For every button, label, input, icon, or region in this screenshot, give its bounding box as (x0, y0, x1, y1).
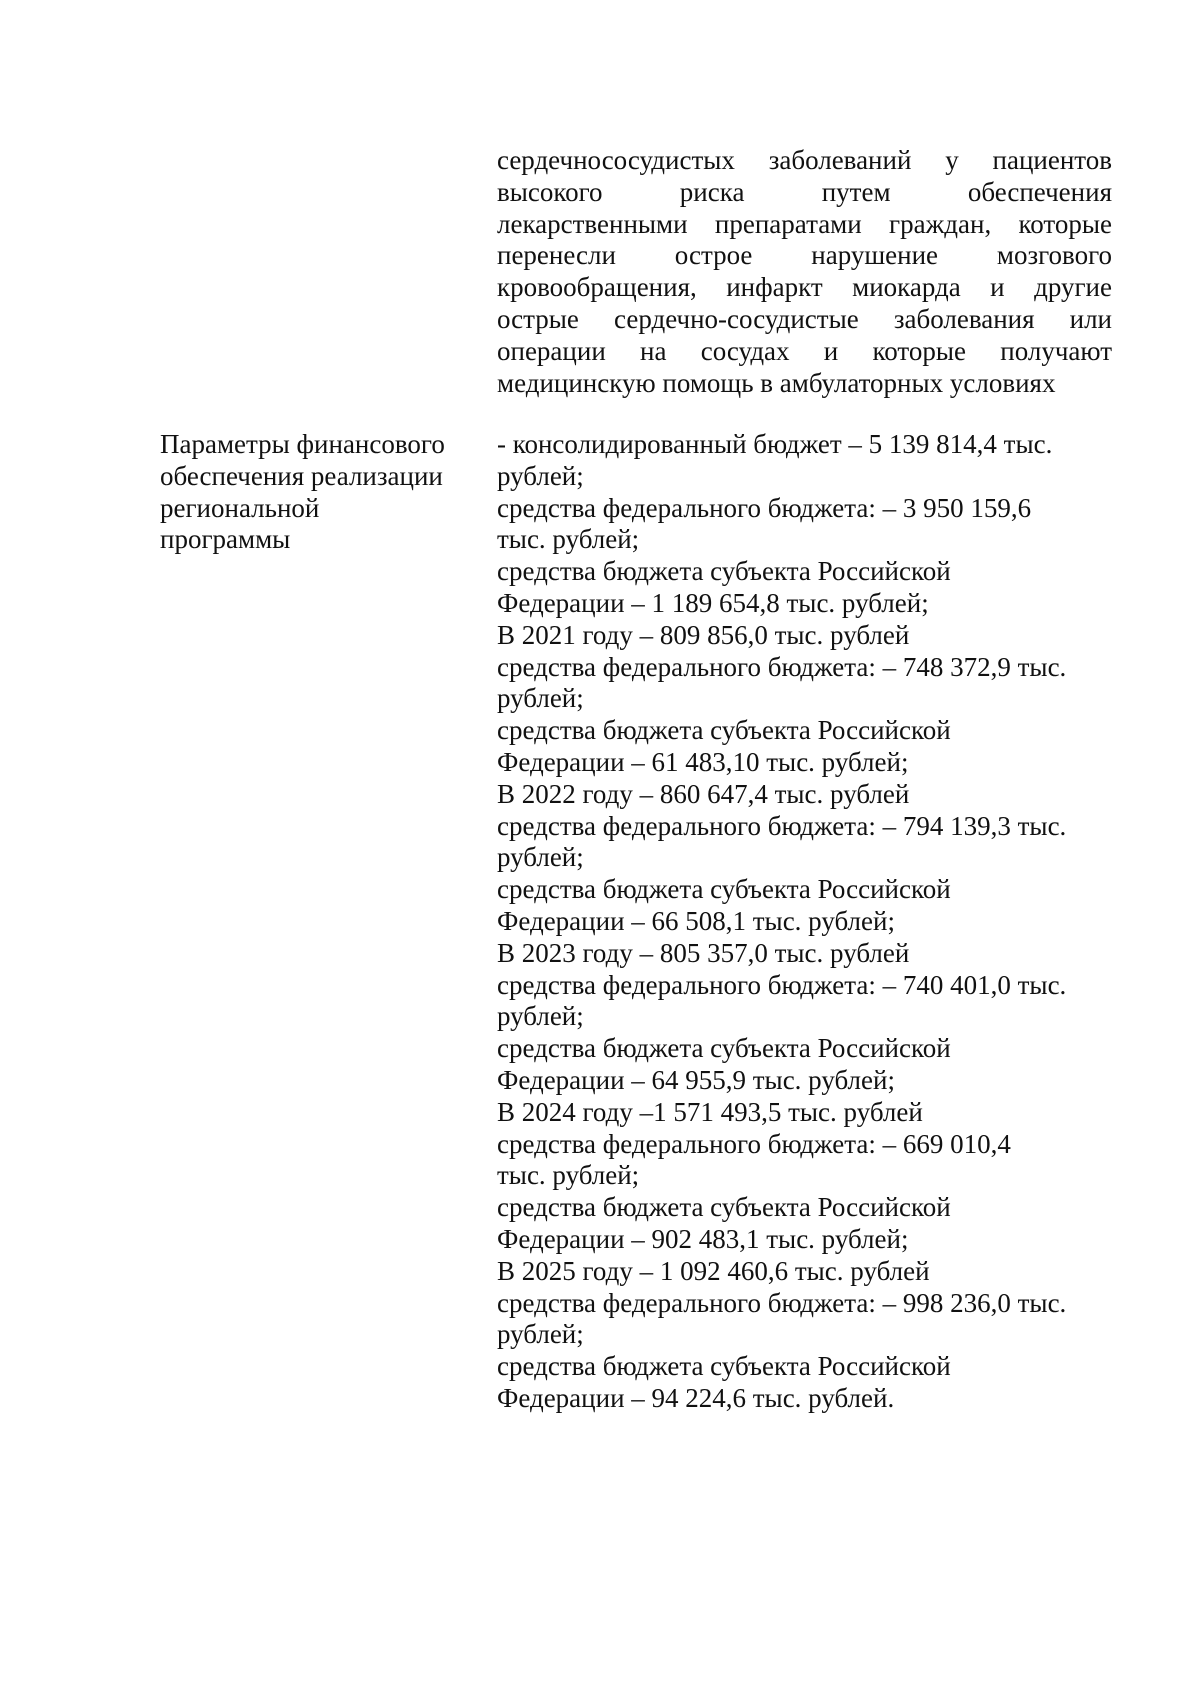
financing-line: средства федерального бюджета: – 794 139,3 тыс. (497, 810, 1067, 841)
financing-line: тыс. рублей; (497, 524, 640, 555)
label-line: обеспечения реализации (160, 460, 443, 491)
financing-line: В 2024 году –1 571 493,5 тыс. рублей (497, 1096, 923, 1127)
financing-line: рублей; (497, 842, 584, 873)
financing-line: Федерации – 66 508,1 тыс. рублей; (497, 905, 895, 936)
financing-line: В 2025 году – 1 092 460,6 тыс. рублей (497, 1255, 930, 1286)
financing-line: средства бюджета субъекта Российской (497, 715, 951, 746)
financing-line: средства бюджета субъекта Российской (497, 556, 951, 587)
label-line: программы (160, 524, 291, 555)
financing-line: рублей; (497, 1319, 584, 1350)
financing-line: тыс. рублей; (497, 1160, 640, 1191)
financing-line: В 2022 году – 860 647,4 тыс. рублей (497, 778, 910, 809)
financing-line: В 2021 году – 809 856,0 тыс. рублей (497, 619, 910, 650)
financing-line: средства бюджета субъекта Российской (497, 1033, 951, 1064)
financing-details (497, 429, 1137, 1415)
financing-line: средства федерального бюджета: – 669 010,4 (497, 1128, 1011, 1159)
text-line: сердечнососудистых заболеваний у пациентов (497, 145, 1112, 175)
financing-line: рублей; (497, 1001, 584, 1032)
text-line: кровообращения, инфаркт миокарда и другие (497, 272, 1112, 303)
financing-line: средства бюджета субъекта Российской (497, 1351, 951, 1382)
text-line: высокого риска путем обеспечения (497, 176, 1112, 207)
financing-line: средства бюджета субъекта Российской (497, 1192, 951, 1223)
financing-line: средства федерального бюджета: – 740 401,0 тыс. (497, 969, 1067, 1000)
financing-line: рублей; (497, 683, 584, 714)
financing-line: рублей; (497, 460, 584, 491)
text-line: операции на сосудах и которые получают (497, 335, 1112, 366)
financing-line: средства бюджета субъекта Российской (497, 874, 951, 905)
text-line: острые сердечно-сосудистые заболевания или (497, 303, 1112, 334)
financing-line: В 2023 году – 805 357,0 тыс. рублей (497, 937, 910, 968)
row-label-financing-parameters (160, 429, 490, 556)
financing-line: Федерации – 902 483,1 тыс. рублей; (497, 1223, 909, 1254)
financing-line: Федерации – 61 483,10 тыс. рублей; (497, 746, 909, 777)
label-line: региональной (160, 492, 320, 523)
financing-line: Федерации – 94 224,6 тыс. рублей. (497, 1382, 895, 1413)
label-line: Параметры финансового (160, 429, 445, 459)
financing-line: - консолидированный бюджет – 5 139 814,4 тыс. (497, 429, 1053, 459)
continuation-paragraph (497, 145, 1112, 399)
financing-line: Федерации – 1 189 654,8 тыс. рублей; (497, 587, 929, 618)
text-line: перенесли острое нарушение мозгового (497, 240, 1112, 271)
text-line: медицинскую помощь в амбулаторных условиях (497, 367, 1056, 398)
financing-line: средства федерального бюджета: – 748 372,9 тыс. (497, 651, 1067, 682)
financing-line: средства федерального бюджета: – 3 950 159,6 (497, 492, 1032, 523)
text-line: лекарственными препаратами граждан, которые (497, 208, 1112, 239)
financing-line: Федерации – 64 955,9 тыс. рублей; (497, 1064, 895, 1095)
financing-line: средства федерального бюджета: – 998 236,0 тыс. (497, 1287, 1067, 1318)
